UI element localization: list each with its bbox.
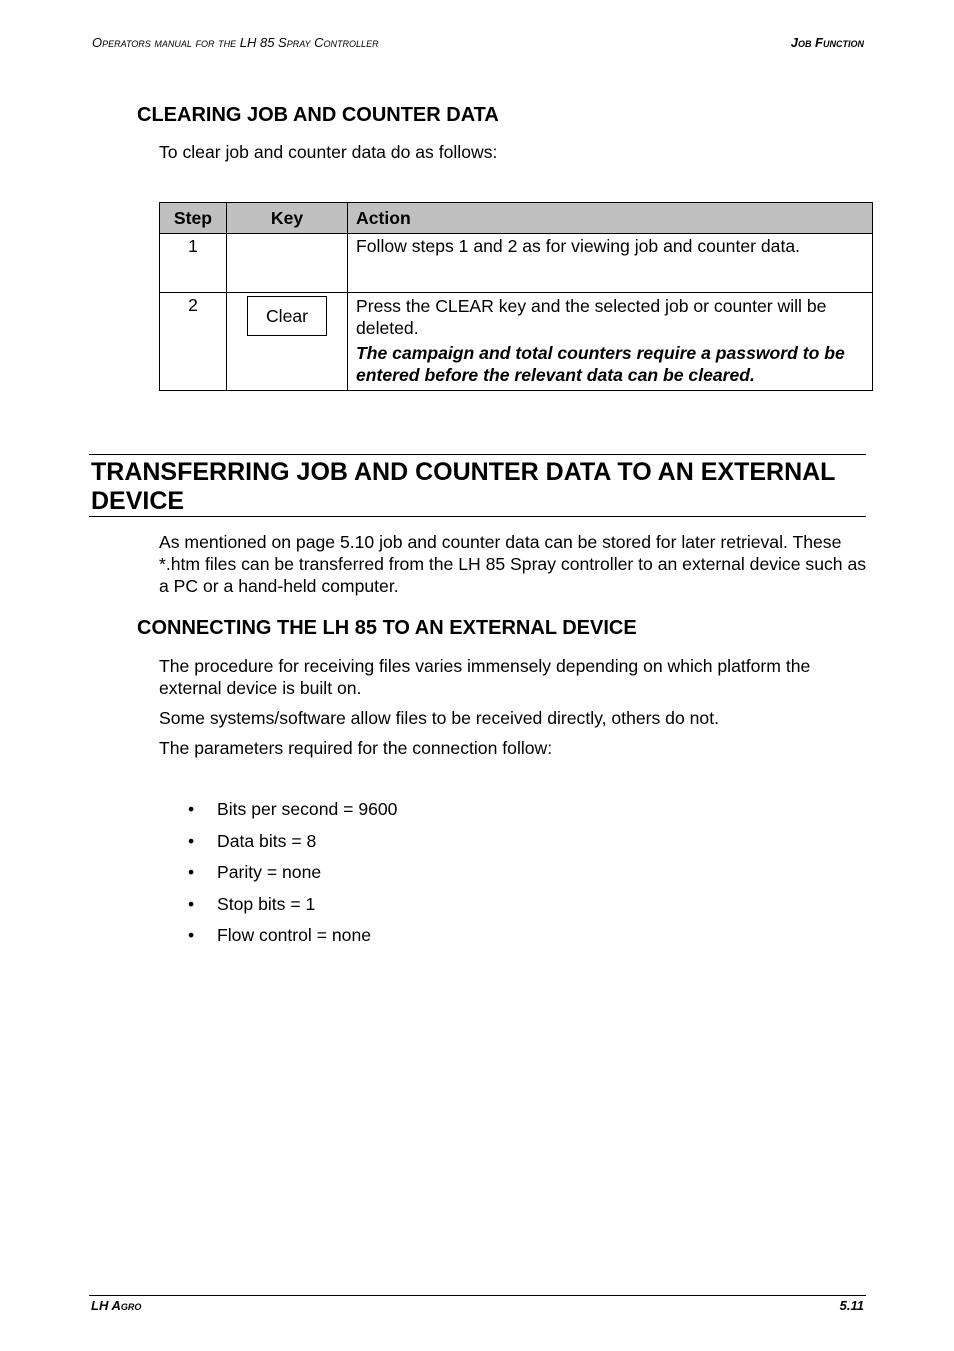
connecting-para-1: The procedure for receiving files varies immensely depending on which platform the external device is built on.: [159, 656, 811, 698]
list-item: • Parity = none: [159, 861, 397, 893]
list-item: • Data bits = 8: [159, 830, 397, 862]
list-item: • Bits per second = 9600: [159, 798, 397, 830]
action-text: Follow steps 1 and 2 as for viewing job and counter data.: [348, 234, 873, 293]
clearing-intro: To clear job and counter data do as follows:: [159, 142, 498, 162]
step-number: 1: [160, 234, 227, 293]
password-note: The campaign and total counters require a password to be entered before the relevant data can be cleared.: [356, 343, 845, 385]
list-item: • Stop bits = 1: [159, 893, 397, 925]
transferring-body: As mentioned on page 5.10 job and counter data can be stored for later retrieval. These *.htm files can be transferred from the LH 85 Spray controller to an external device such as a PC or a hand-held computer.: [159, 532, 867, 596]
action-cell: [348, 293, 873, 391]
page-number: 5.11: [839, 1298, 864, 1313]
action-text: Press the CLEAR key and the selected job or counter will be deleted.: [356, 296, 827, 338]
table-row: [160, 293, 873, 391]
running-header-title: Operators manual for the LH 85 Spray Controller: [92, 35, 379, 50]
connection-parameters-list: [159, 798, 397, 956]
connecting-heading: CONNECTING THE LH 85 TO AN EXTERNAL DEVICE: [137, 617, 637, 639]
connecting-para-3: The parameters required for the connection follow:: [159, 738, 553, 758]
key-cell: [227, 293, 348, 391]
running-header-section: Job Function: [790, 35, 864, 50]
header-action: Action: [348, 203, 873, 234]
table-row: [160, 234, 873, 293]
header-step: Step: [160, 203, 227, 234]
header-key: Key: [227, 203, 348, 234]
list-item: • Flow control = none: [159, 924, 397, 956]
key-cell: [227, 234, 348, 293]
connecting-para-2: Some systems/software allow files to be received directly, others do not.: [159, 708, 719, 728]
transferring-heading: TRANSFERRING JOB AND COUNTER DATA TO AN EXTERNAL DEVICE: [89, 454, 866, 517]
step-number: 2: [160, 293, 227, 391]
table-header-row: [160, 203, 873, 234]
clearing-heading: CLEARING JOB AND COUNTER DATA: [137, 104, 499, 126]
footer-divider: [89, 1295, 866, 1296]
steps-table: [159, 202, 873, 391]
clear-key-button[interactable]: Clear: [247, 296, 327, 336]
footer-company: LH Agro: [91, 1298, 142, 1313]
